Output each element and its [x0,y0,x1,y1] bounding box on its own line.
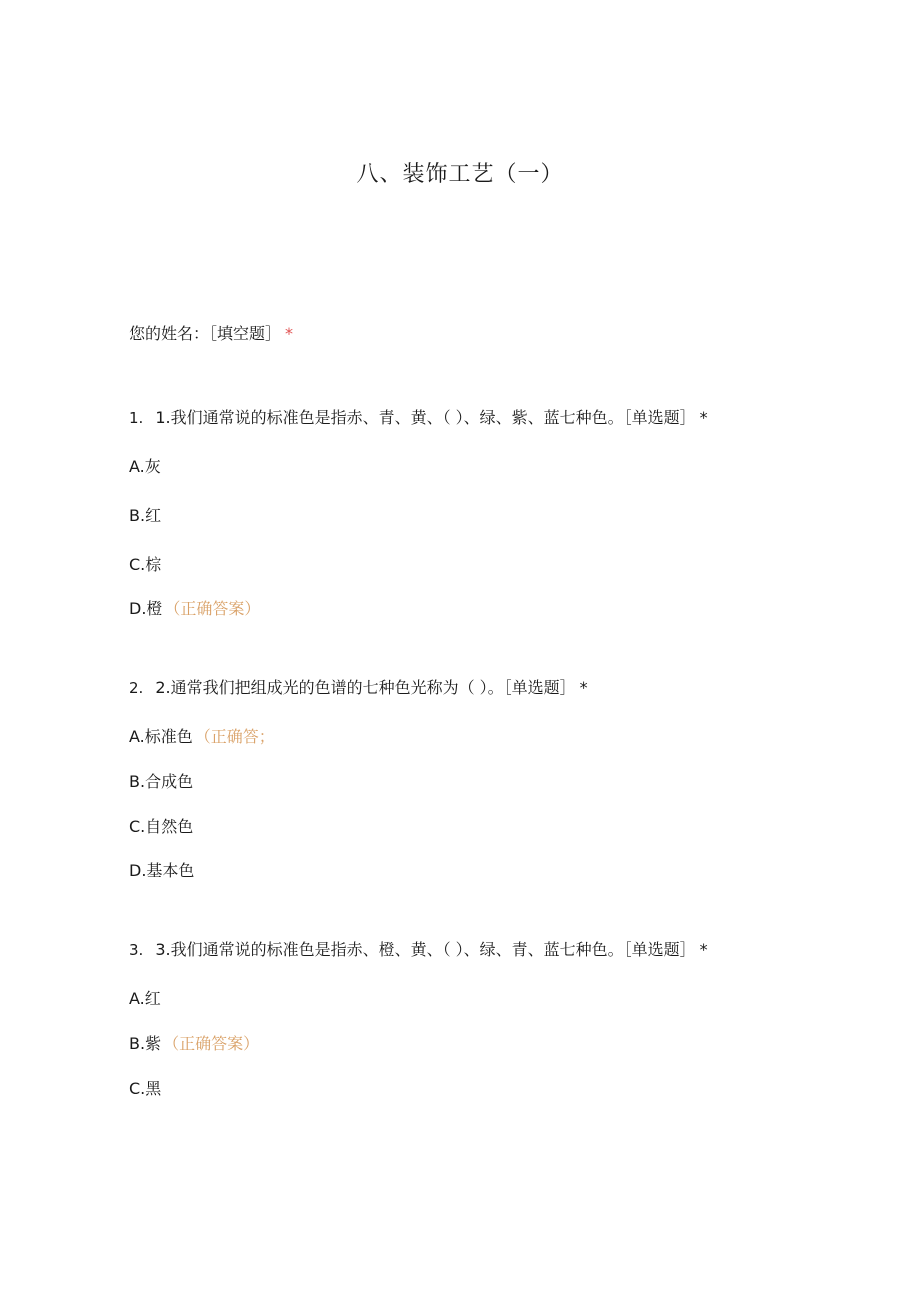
correct-answer-note: （正确答案） [164,599,261,618]
question-2-title [129,677,588,699]
question-1-option-d[interactable] [129,598,260,620]
question-text: 2.通常我们把组成光的色谱的七种色光称为（ ）。［单选题］ [155,678,576,697]
option-label: B.合成色 [129,772,194,791]
question-2-option-b[interactable] [129,771,193,793]
question-1-title [129,407,708,429]
required-mark: * [285,324,294,343]
option-label: B.红 [129,506,162,525]
question-3-option-a[interactable] [129,988,161,1010]
option-label: C.棕 [129,555,162,574]
option-label: A.灰 [129,457,161,476]
option-label: B.紫 [129,1034,162,1053]
option-label: C.黑 [129,1079,162,1098]
option-label: A.标准色 [129,727,193,746]
question-1-option-c[interactable] [129,554,161,576]
question-2-option-c[interactable] [129,816,193,838]
required-mark: * [699,940,708,959]
question-number: 1. [129,409,144,427]
question-text: 3.我们通常说的标准色是指赤、橙、黄、（ ）、绿、青、蓝七种色。［单选题］ [155,940,696,959]
required-mark: * [579,678,588,697]
question-3-option-b[interactable] [129,1033,259,1055]
correct-answer-note: （正确答案） [163,1034,260,1053]
question-2-option-a[interactable] [129,726,275,748]
name-field-label [129,323,293,345]
option-label: D.橙 [129,599,163,618]
question-2-option-d[interactable] [129,860,194,882]
question-3-title [129,939,708,961]
page-title: 八、装饰工艺（一） [356,162,564,187]
question-text: 1.我们通常说的标准色是指赤、青、黄、（ ）、绿、紫、蓝七种色。［单选题］ [155,408,696,427]
name-field-text: 您的姓名：［填空题］ [129,324,282,343]
correct-answer-note: （正确答； [194,727,275,746]
question-number: 2. [129,679,144,697]
required-mark: * [699,408,708,427]
option-label: C.自然色 [129,817,194,836]
option-label: D.基本色 [129,861,195,880]
question-1-option-b[interactable] [129,505,161,527]
question-1-option-a[interactable] [129,456,161,478]
question-3-option-c[interactable] [129,1078,161,1100]
option-label: A.红 [129,989,161,1008]
question-number: 3. [129,941,144,959]
